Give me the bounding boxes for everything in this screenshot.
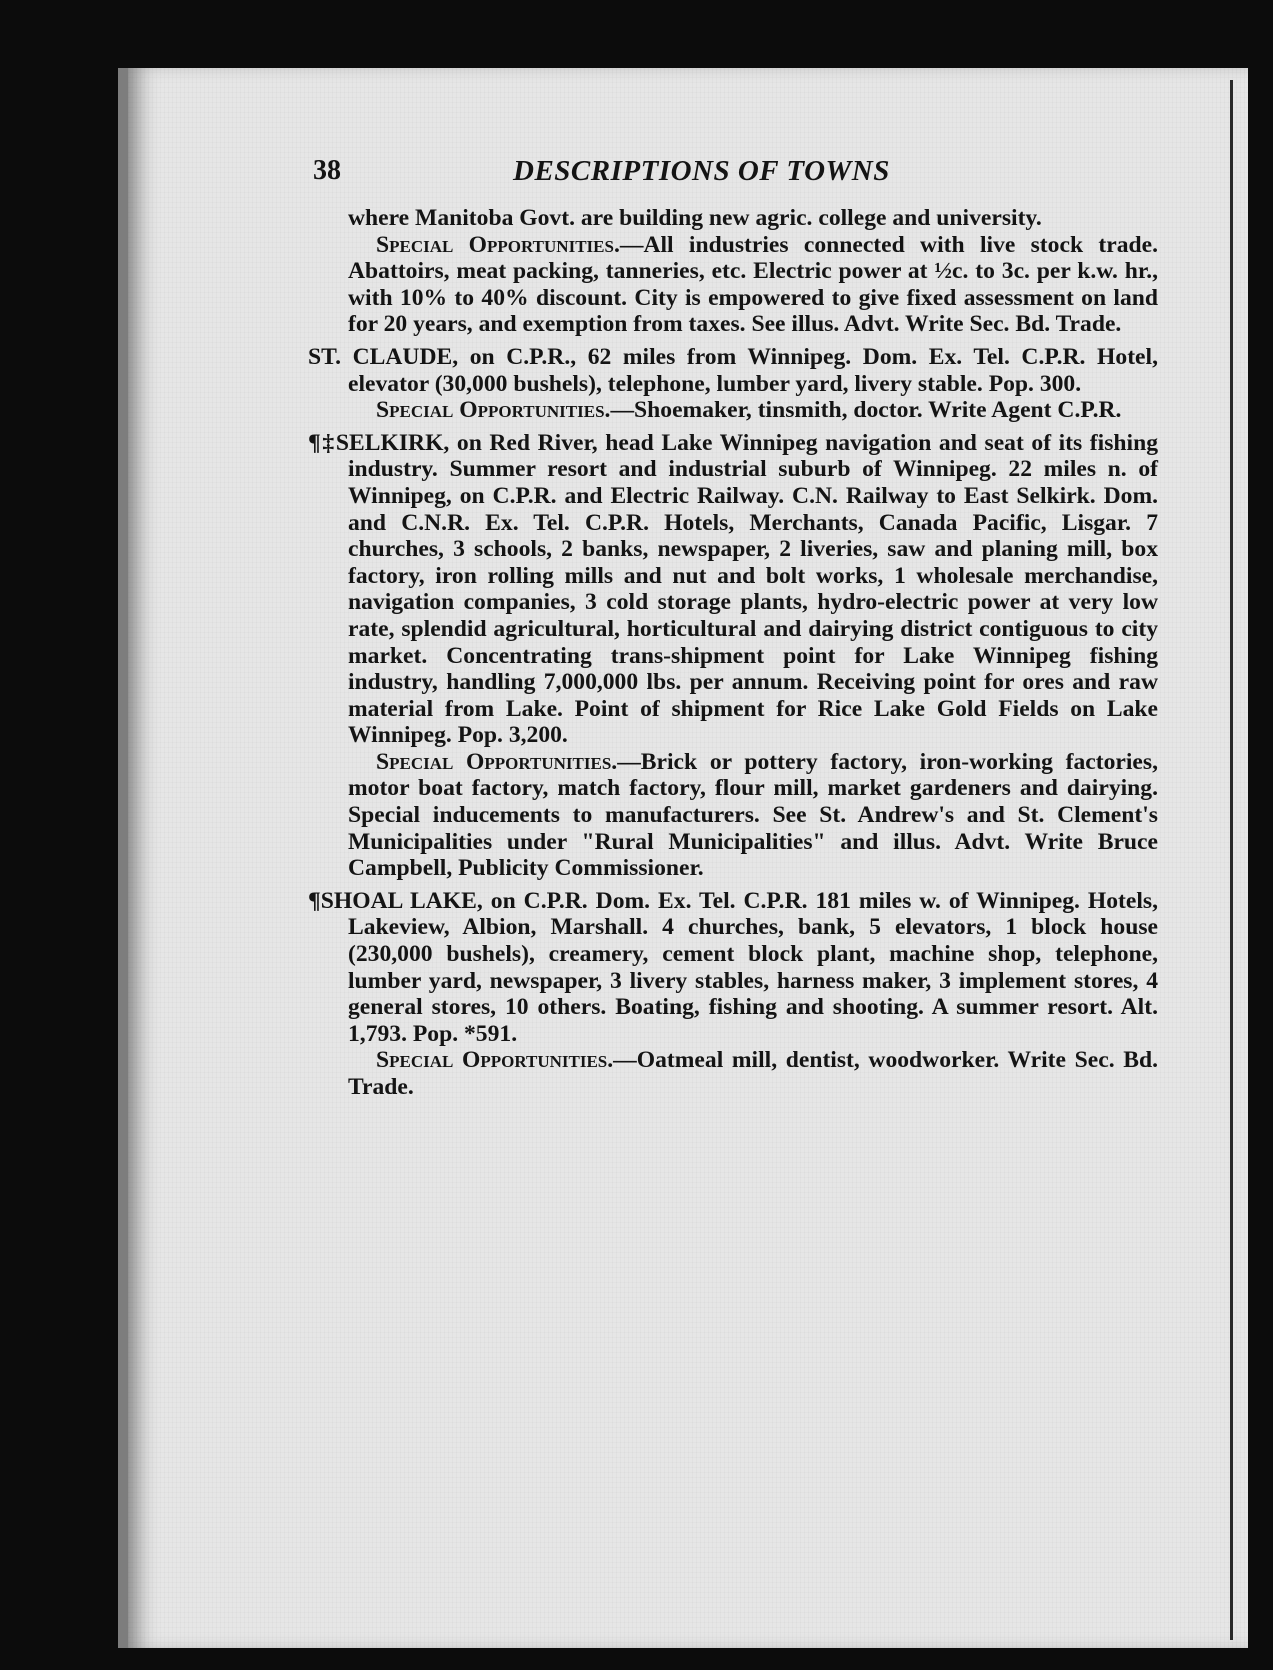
entry-prev-continuation (308, 205, 1158, 338)
special-text: —Shoemaker, tinsmith, doctor. Write Agent C.P.R. (610, 397, 1122, 424)
page-fold-line (1230, 80, 1233, 1640)
page-number: 38 (313, 155, 341, 186)
town-description: , on C.P.R., 62 miles from Winnipeg. Dom. Ex. Tel. C.P.R. Hotel, elevator (30,000 bushels), telephone, lumber yard, livery stable. Pop. 300. (348, 343, 1158, 397)
page-header (308, 155, 1158, 205)
special-opportunities (308, 232, 1158, 338)
town-description: , on Red River, head Lake Winnipeg navigation and seat of its fishing industry. Summer resort and industrial suburb of Winnipeg. 22 miles n. of Winnipeg, on C.P.R. and Electric Railway. C.N. Railway to East Selkirk. Dom. and C.N.R. Ex. Tel. C.P.R. Hotels, Merchants, Canada Pacific, Lisgar. 7 churches, 3 schools, 2 banks, newspaper, 2 liveries, saw and planing mill, box factory, iron rolling mills and nut and bolt works, 1 wholesale merchandise, navigation companies, 3 cold storage plants, hydro-electric power at very low rate, splendid agricultural, horticultural and dairying district contiguous to city market. Concentrating trans-shipment point for Lake Winnipeg fishing industry, handling 7,000,000 lbs. per annum. Receiving point for ores and raw material from Lake. Point of shipment for Rice Lake Gold Fields on Lake Winnipeg. Pop. 3,200. (348, 429, 1158, 749)
town-description: , on C.P.R. Dom. Ex. Tel. C.P.R. 181 miles w. of Winnipeg. Hotels, Lakeview, Albion, Marshall. 4 churches, bank, 5 elevators, 1 block house (230,000 bushels), creamery, cement block plant, machine shop, telephone, lumber yard, newspaper, 3 livery stables, harness maker, 3 implement stores, 4 general stores, 10 others. Boating, fishing and shooting. A summer resort. Alt. 1,793. Pop. *591. (348, 887, 1158, 1047)
entry-selkirk (308, 430, 1158, 882)
special-opportunities (308, 397, 1158, 424)
special-opportunities (308, 749, 1158, 882)
special-label: Special Opportunities. (376, 1047, 614, 1074)
special-label: Special Opportunities. (376, 397, 611, 424)
entry-text: where Manitoba Govt. are building new agric. college and university. (348, 205, 1042, 231)
entry-text (308, 344, 1158, 397)
town-name: ¶‡SELKIRK (308, 429, 444, 456)
entry-st-claude (308, 344, 1158, 424)
entry-shoal-lake (308, 888, 1158, 1101)
town-name: ¶SHOAL LAKE (308, 887, 477, 914)
special-label: Special Opportunities. (376, 748, 618, 775)
special-text: —All industries connected with live stock trade. Abattoirs, meat packing, tanneries, etc. Electric power at ½c. to 3c. per k.w. hr., with 10% to 40% discount. City is empowered to give fixed assessment on land for 20 years, and exemption from taxes. See illus. Advt. Write Sec. Bd. Trade. (348, 231, 1158, 338)
special-text: —Brick or pottery factory, iron-working factories, motor boat factory, match factory, flour mill, market gardeners and dairying. Special inducements to manufacturers. See St. Andrew's and St. Clement's Municipalities under "Rural Municipalities" and illus. Advt. Write Bruce Campbell, Publicity Commissioner. (348, 748, 1158, 882)
town-name: ST. CLAUDE (308, 343, 453, 370)
special-label: Special Opportunities. (376, 231, 620, 258)
page-text-block (308, 155, 1158, 1107)
entry-text (308, 430, 1158, 749)
running-title: DESCRIPTIONS OF TOWNS (513, 155, 890, 187)
special-opportunities (308, 1047, 1158, 1100)
special-text: —Oatmeal mill, dentist, woodworker. Write Sec. Bd. Trade. (348, 1047, 1158, 1100)
entry-text (308, 888, 1158, 1048)
